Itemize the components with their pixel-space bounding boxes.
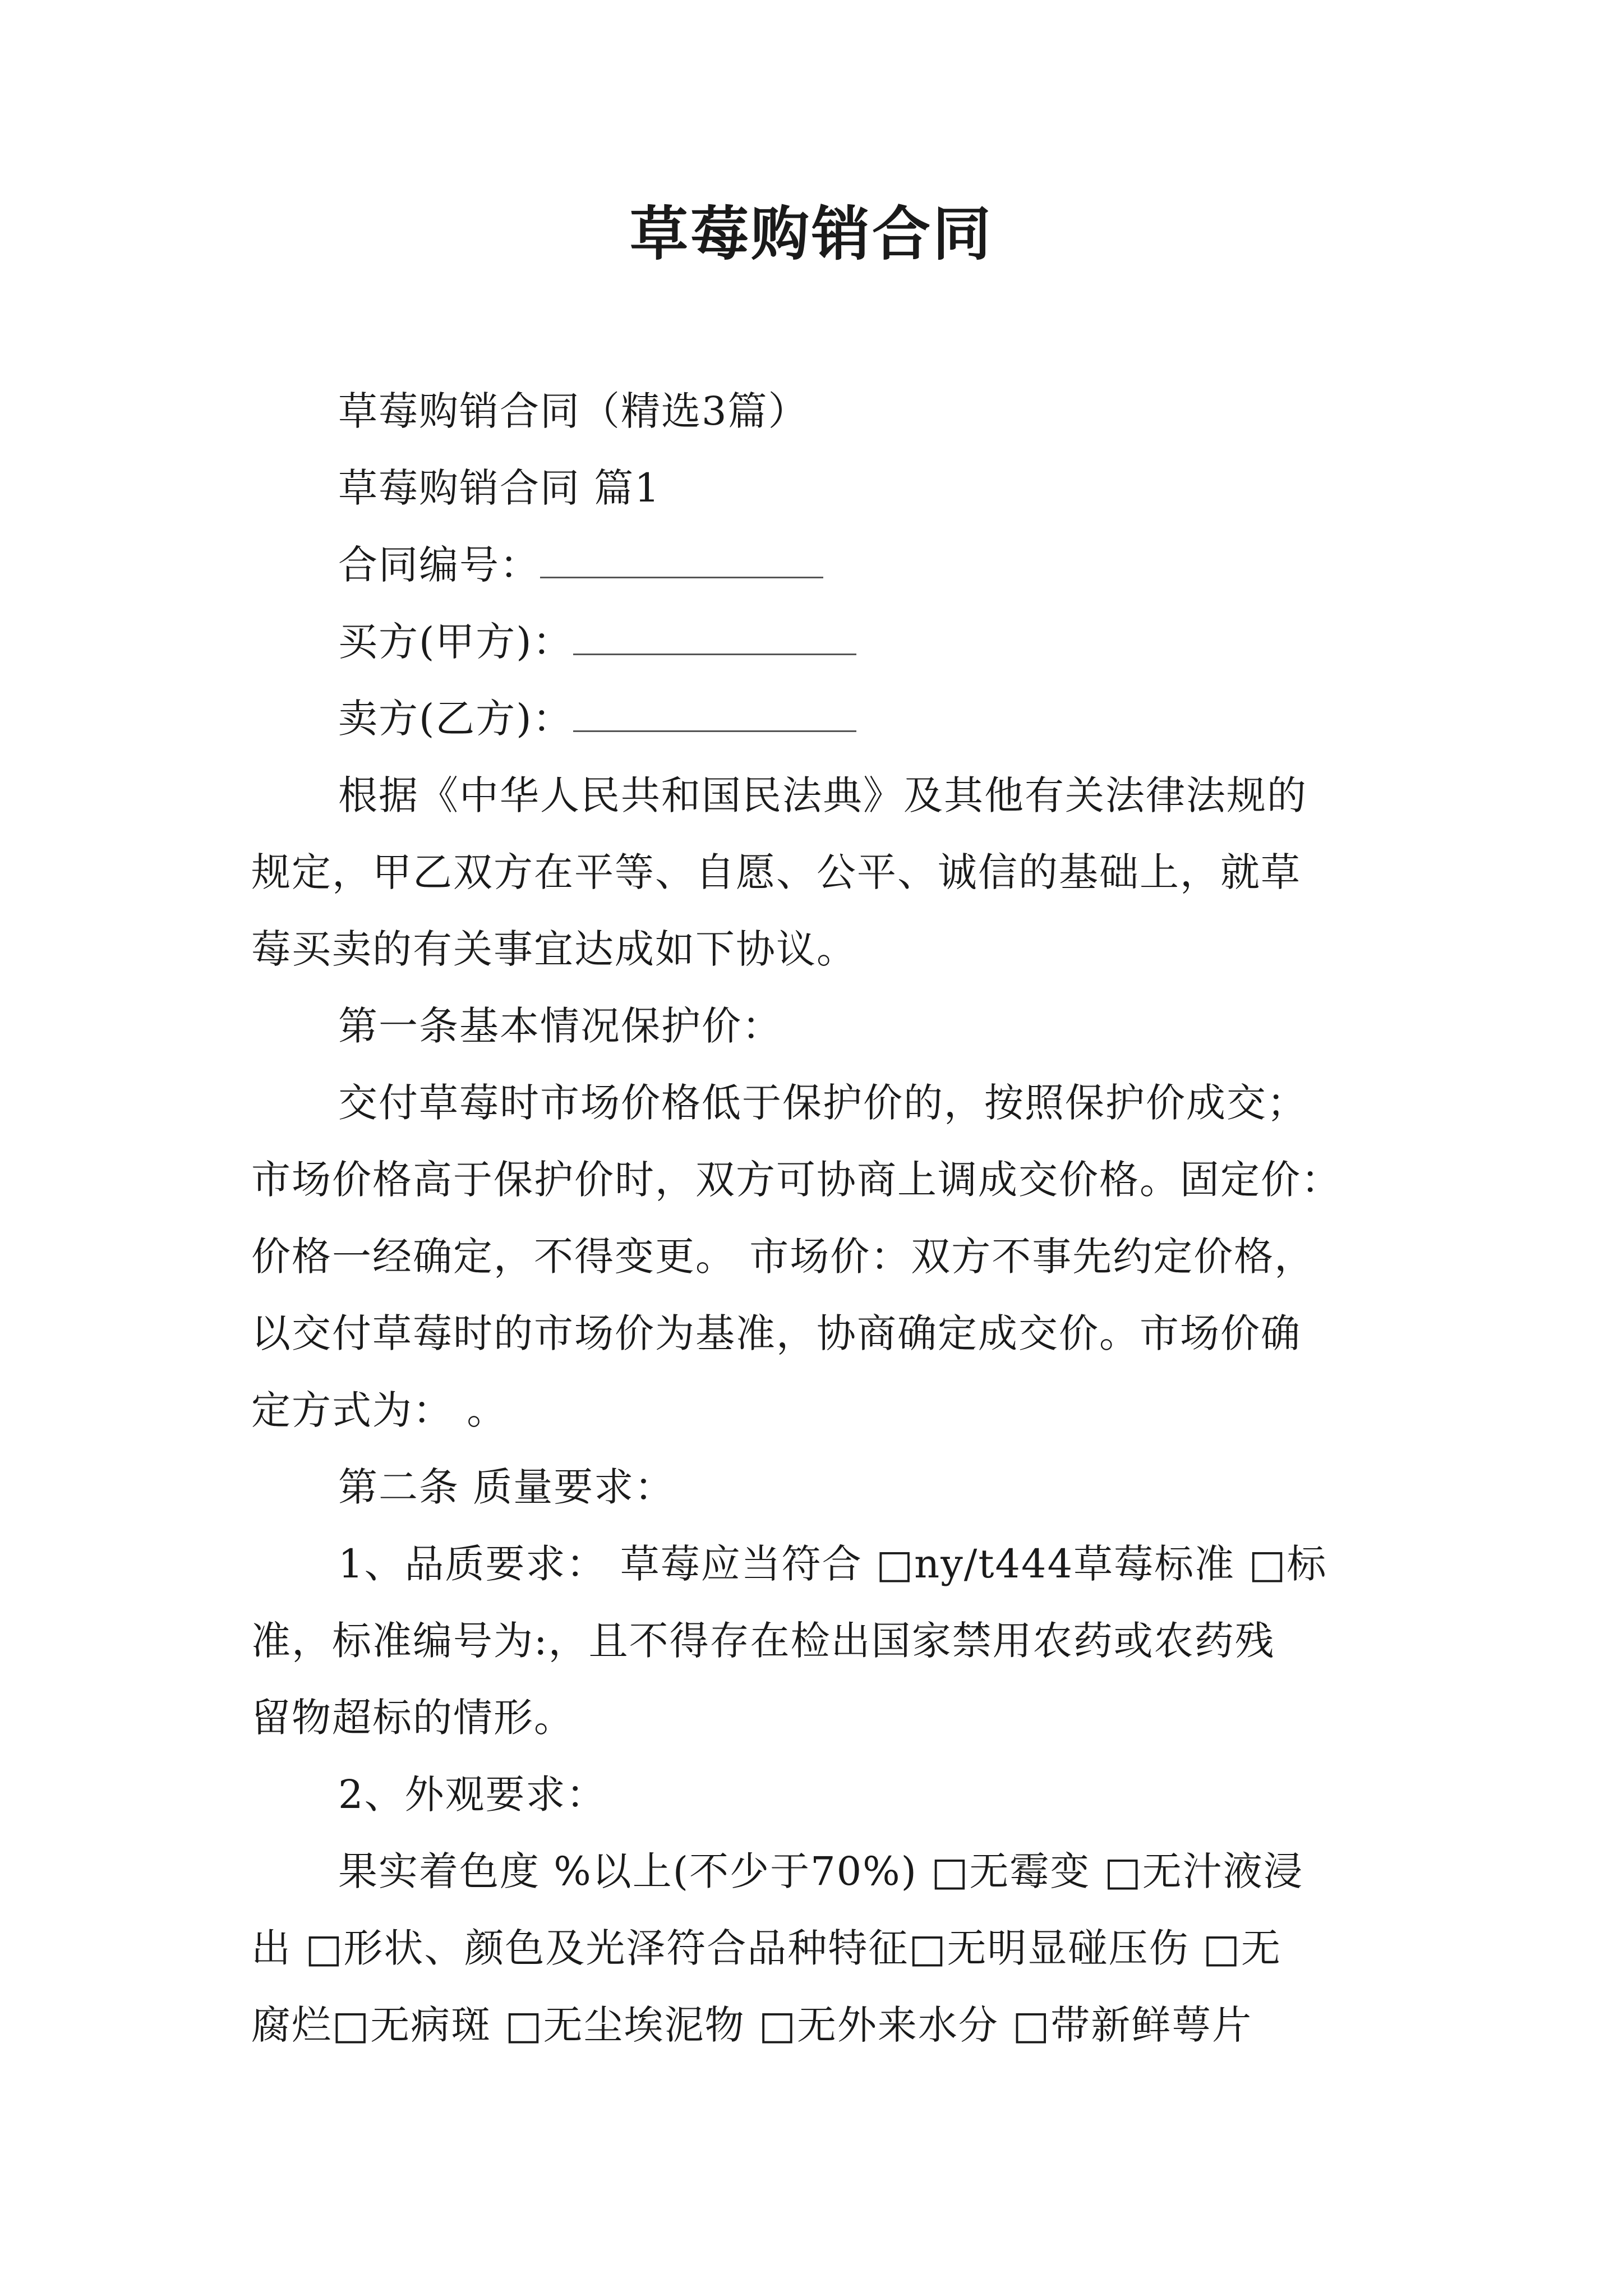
clause1-line: 交付草莓时市场价格低于保护价的，按照保护价成交； [338, 1080, 1307, 1126]
contract-no-blank [540, 549, 823, 578]
contract-no-field [251, 527, 1390, 604]
buyer-field [251, 604, 1390, 680]
preamble-line: 根据《中华人民共和国民法典》及其他有关法律法规的 [338, 772, 1307, 818]
clause1-paragraph [251, 1065, 1390, 1449]
buyer-blank [573, 625, 856, 655]
clause2-heading: 第二条 质量要求： [338, 1464, 675, 1510]
appearance-line: 腐烂□无病斑 □无尘埃泥物 □无外来水分 □带新鲜萼片 [251, 2002, 1253, 2048]
preamble-line: 规定，甲乙双方在平等、自愿、公平、诚信的基础上，就草 [251, 849, 1301, 895]
preamble-paragraph [251, 757, 1390, 988]
document-title: 草莓购销合同 [629, 199, 993, 268]
appearance-heading: 2、外观要求： [338, 1772, 607, 1818]
quality-line: 留物超标的情形。 [251, 1695, 574, 1741]
seller-field [251, 680, 1390, 757]
quality-line: 1、品质要求： 草莓应当符合 □ny/t444草莓标准 □标 [338, 1541, 1327, 1587]
clause1-line: 市场价格高于保护价时，双方可协商上调成交价格。固定价： [251, 1157, 1341, 1203]
buyer-label: 买方(甲方)： [338, 619, 573, 665]
subtitle: 草莓购销合同（精选3篇） [338, 388, 809, 434]
document-body [251, 373, 1390, 2064]
seller-blank [573, 702, 856, 732]
appearance-paragraph [251, 1833, 1390, 2064]
clause1-line: 定方式为： 。 [251, 1387, 508, 1433]
preamble-line: 莓买卖的有关事宜达成如下协议。 [251, 926, 857, 972]
appearance-line: 果实着色度 %以上(不少于70%) □无霉变 □无汁液浸 [338, 1848, 1304, 1894]
contract-no-label: 合同编号： [338, 542, 540, 588]
clause1-heading: 第一条基本情况保护价： [338, 1003, 782, 1049]
quality-paragraph [251, 1526, 1390, 1756]
seller-label: 卖方(乙方)： [338, 696, 573, 742]
clause1-line: 以交付草莓时的市场价为基准，协商确定成交价。市场价确 [251, 1310, 1301, 1356]
clause1-line: 价格一经确定，不得变更。 市场价：双方不事先约定价格， [251, 1234, 1315, 1280]
appearance-line: 出 □形状、颜色及光泽符合品种特征□无明显碰压伤 □无 [251, 1925, 1281, 1971]
article-heading: 草莓购销合同 篇1 [338, 465, 661, 511]
quality-line: 准，标准编号为:，且不得存在检出国家禁用农药或农药残 [251, 1618, 1275, 1664]
